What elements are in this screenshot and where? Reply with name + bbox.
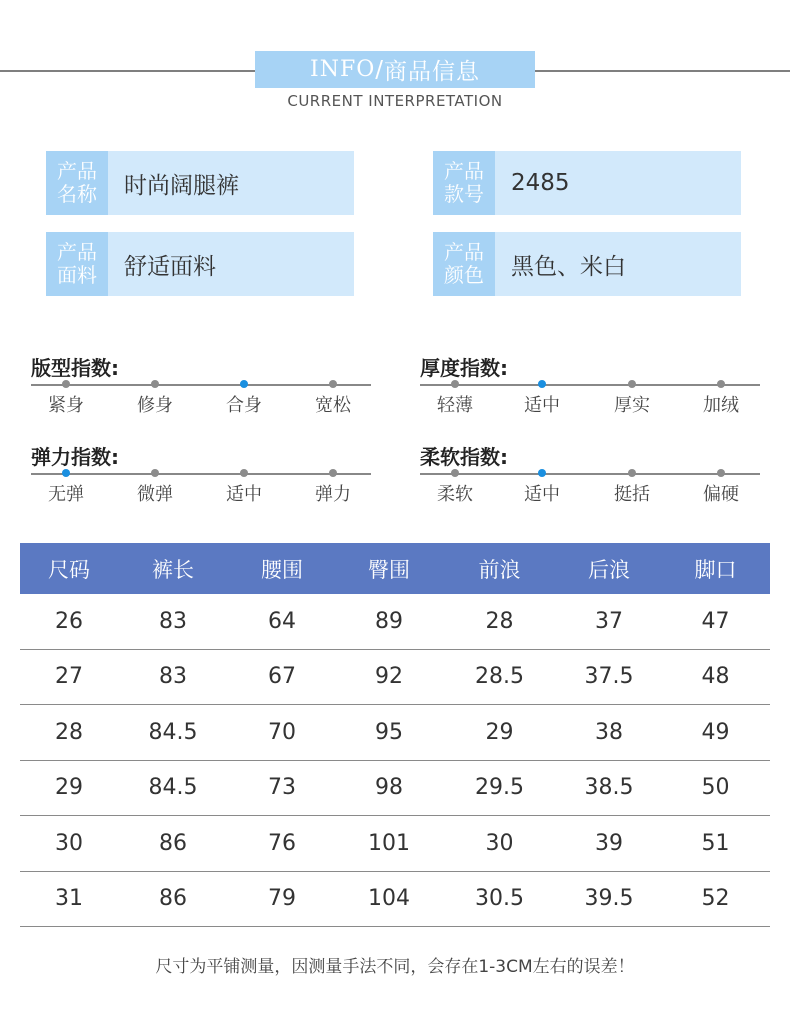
thickness-index-dot [451,380,459,388]
elasticity-index-title: 弹力指数: [31,445,119,469]
table-cell: 48 [701,664,730,690]
info-card-tag [433,151,495,215]
table-cell: 37.5 [584,664,634,690]
table-cell: 39.5 [584,886,634,912]
softness-index-track [420,473,760,475]
table-cell: 86 [159,886,187,912]
table-cell: 52 [701,886,730,912]
info-card-tag [433,232,495,296]
product-code-value: 2485 [511,170,570,196]
thickness-index-option: 厚实 [614,395,650,416]
section-title-separator: / [375,56,384,83]
info-tag-line1: 产品 [57,240,97,264]
measurement-note: 尺寸为平铺测量，因测量手法不同，会存在1-3CM左右的误差！ [155,957,635,977]
fit-index-option: 宽松 [315,395,351,416]
header-divider-right [535,70,790,72]
info-tag-line1: 产品 [444,240,484,264]
fit-index-dot [151,380,159,388]
fit-index-option: 合身 [226,395,262,416]
info-tag-line2: 名称 [57,182,97,206]
table-cell: 38 [595,719,623,745]
table-cell: 29 [485,719,514,745]
table-cell: 28 [485,608,514,634]
table-cell: 67 [268,664,296,690]
table-cell: 29.5 [475,775,524,801]
softness-index-dot [538,469,546,477]
table-cell: 86 [159,830,187,856]
table-cell: 30 [55,830,83,856]
table-cell: 76 [268,830,296,856]
fit-index [31,352,371,422]
header-divider-left [0,70,255,72]
table-cell: 83 [159,664,187,690]
table-cell: 38.5 [584,775,634,801]
softness-index-dot [717,469,725,477]
softness-index-option: 偏硬 [703,484,739,505]
table-cell: 26 [55,608,83,634]
size-table-header-cell: 前浪 [478,557,521,582]
info-tag-line2: 面料 [57,263,97,287]
thickness-index-option: 加绒 [703,395,739,416]
fit-index-dot [240,380,248,388]
table-cell: 49 [701,719,730,745]
table-cell: 84.5 [148,775,198,801]
table-cell: 30 [485,830,514,856]
fit-index-dot [329,380,337,388]
size-table-header-cell: 后浪 [588,557,630,582]
elasticity-index-dot [62,469,70,477]
table-cell: 28 [55,719,83,745]
softness-index-title: 柔软指数: [420,445,508,469]
elasticity-index-option: 无弹 [48,484,84,505]
size-table-header [20,543,770,594]
table-cell: 95 [375,719,403,745]
elasticity-index-option: 弹力 [315,484,351,505]
fit-index-title: 版型指数: [31,356,119,380]
softness-index-option: 挺括 [614,484,650,505]
table-cell: 70 [268,719,296,745]
table-cell: 31 [55,886,83,912]
section-title-cn: 商品信息 [384,59,480,85]
table-cell: 39 [595,830,623,856]
section-subtitle: CURRENT INTERPRETATION [287,92,503,110]
table-cell: 27 [55,664,83,690]
table-cell: 104 [368,886,410,912]
elasticity-index-dot [329,469,337,477]
table-row [20,650,770,706]
thickness-index-dot [538,380,546,388]
table-cell: 47 [701,608,730,634]
info-tag-line1: 产品 [57,159,97,183]
table-row [20,816,770,872]
size-table-header-cell: 脚口 [694,557,737,582]
thickness-index-title: 厚度指数: [420,356,508,380]
table-row [20,761,770,817]
elasticity-index-dot [151,469,159,477]
size-table [20,543,770,927]
info-tag-line1: 产品 [444,159,484,183]
product-color-value: 黑色、米白 [511,253,626,280]
section-title-en: INFO [310,57,376,82]
fit-index-dot [62,380,70,388]
table-cell: 50 [701,775,730,801]
elasticity-index [31,441,371,511]
product-fabric-value: 舒适面料 [124,253,216,280]
softness-index-dot [451,469,459,477]
thickness-index-option: 轻薄 [437,395,473,416]
info-card-tag [46,151,108,215]
elasticity-index-track [31,473,371,475]
table-cell: 98 [375,775,403,801]
elasticity-index-option: 微弹 [137,484,173,505]
table-cell: 89 [375,608,403,634]
softness-index [420,441,760,511]
table-row [20,594,770,650]
info-card-product-color [433,232,741,296]
section-title [255,51,535,88]
fit-index-option: 修身 [137,395,173,416]
table-row [20,872,770,928]
table-cell: 84.5 [148,719,198,745]
table-row [20,705,770,761]
table-cell: 92 [375,664,403,690]
table-cell: 73 [268,775,296,801]
table-cell: 64 [268,608,296,634]
softness-index-dot [628,469,636,477]
table-cell: 29 [55,775,83,801]
info-tag-line2: 颜色 [444,263,484,287]
fit-index-option: 紧身 [48,395,84,416]
info-card-tag [46,232,108,296]
size-table-header-cell: 裤长 [152,557,194,582]
size-table-header-cell: 腰围 [261,557,303,582]
info-tag-line2: 款号 [444,182,484,206]
thickness-index-dot [717,380,725,388]
info-card-product-name [46,151,354,215]
elasticity-index-option: 适中 [226,484,262,505]
softness-index-option: 柔软 [437,484,473,505]
elasticity-index-dot [240,469,248,477]
thickness-index-option: 适中 [524,395,560,416]
table-cell: 83 [159,608,187,634]
table-cell: 101 [368,830,410,856]
product-name-value: 时尚阔腿裤 [124,172,239,199]
thickness-index-track [420,384,760,386]
thickness-index-dot [628,380,636,388]
thickness-index [420,352,760,422]
table-cell: 37 [595,608,623,634]
table-cell: 28.5 [475,664,524,690]
fit-index-track [31,384,371,386]
table-cell: 79 [268,886,296,912]
info-card-product-code [433,151,741,215]
table-cell: 51 [701,830,730,856]
size-table-header-cell: 臀围 [368,557,410,582]
softness-index-option: 适中 [524,484,560,505]
size-table-header-cell: 尺码 [48,557,90,582]
table-cell: 30.5 [475,886,524,912]
info-card-product-fabric [46,232,354,296]
